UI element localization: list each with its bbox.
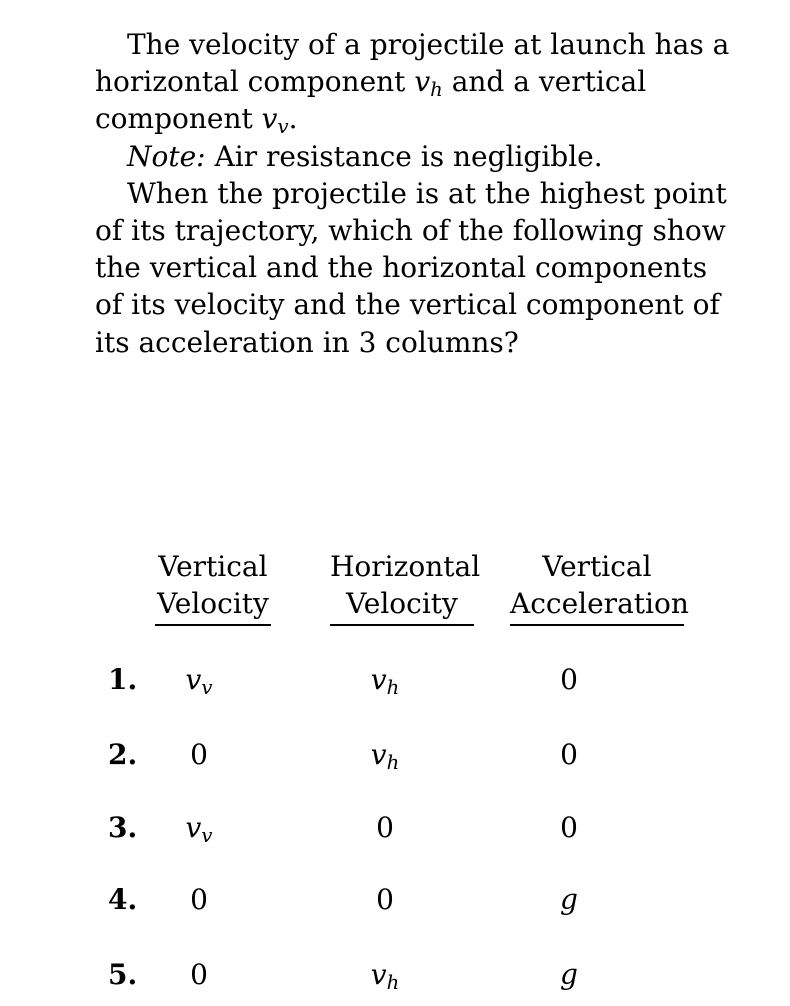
choice-number: 3. xyxy=(108,811,138,844)
choice-cell-hv: 0 xyxy=(376,811,394,844)
header-line1: Vertical xyxy=(542,550,652,583)
symbol-base: v xyxy=(370,958,387,991)
header-line1: Vertical xyxy=(158,550,268,583)
symbol-subscript: v xyxy=(201,823,213,847)
choice-cell-hv xyxy=(345,955,425,995)
choice-cell-vv: 0 xyxy=(190,883,208,916)
choice-row[interactable] xyxy=(0,955,790,995)
header-vertical-velocity xyxy=(155,548,271,626)
choice-cell-va: 0 xyxy=(560,738,578,771)
symbol-base: v xyxy=(185,811,202,844)
question-text xyxy=(95,26,735,361)
choice-row[interactable] xyxy=(0,660,790,700)
vv-symbol xyxy=(261,102,289,139)
choice-cell-vv xyxy=(159,808,239,848)
symbol-subscript: h xyxy=(386,675,400,699)
choice-number: 5. xyxy=(108,958,138,991)
choice-number: 4. xyxy=(108,883,138,916)
header-line2: Acceleration xyxy=(510,585,684,626)
header-line2: Velocity xyxy=(330,585,474,626)
intro-text-a: The velocity of a projectile at launch has a horizontal component xyxy=(95,28,730,99)
vv-base: v xyxy=(261,102,278,136)
question-intro xyxy=(95,26,735,138)
vh-base: v xyxy=(414,65,431,99)
choice-cell-va: g xyxy=(560,883,578,916)
intro-text-c: . xyxy=(288,102,298,136)
choice-row[interactable] xyxy=(0,808,790,848)
note-text: Air resistance is negligible. xyxy=(205,139,603,173)
choice-cell-hv xyxy=(345,735,425,775)
choice-cell-va: 0 xyxy=(560,663,578,696)
vh-symbol xyxy=(414,65,443,102)
symbol-base: v xyxy=(185,663,202,696)
question-prompt: When the projectile is at the highest point of its trajectory, which of the following show the vertical and the horizontal components of its velocity and the vertical component of its acceleration in 3 columns? xyxy=(95,176,727,359)
symbol-subscript: v xyxy=(201,675,213,699)
header-vertical-acceleration xyxy=(510,548,689,626)
symbol-subscript: h xyxy=(386,750,400,774)
vv-subscript: v xyxy=(277,115,289,139)
choice-cell-va: g xyxy=(560,958,578,991)
choice-number: 1. xyxy=(108,663,138,696)
choice-cell-vv: 0 xyxy=(190,738,208,771)
header-horizontal-velocity xyxy=(330,548,481,626)
choice-cell-va: 0 xyxy=(560,811,578,844)
choice-cell-vv xyxy=(159,660,239,700)
header-line1: Horizontal xyxy=(330,550,481,583)
symbol-base: v xyxy=(370,663,387,696)
note-line xyxy=(95,138,735,175)
choice-row[interactable] xyxy=(0,880,790,920)
choice-row[interactable] xyxy=(0,735,790,775)
symbol-base: v xyxy=(370,738,387,771)
choice-cell-hv: 0 xyxy=(376,883,394,916)
intro-text-b: and a vertical component xyxy=(95,65,647,136)
header-line2: Velocity xyxy=(155,585,271,626)
choice-cell-hv xyxy=(345,660,425,700)
vh-subscript: h xyxy=(430,78,443,102)
note-label: Note: xyxy=(127,139,206,173)
choice-number: 2. xyxy=(108,738,138,771)
symbol-subscript: h xyxy=(386,970,400,994)
choice-cell-vv: 0 xyxy=(190,958,208,991)
